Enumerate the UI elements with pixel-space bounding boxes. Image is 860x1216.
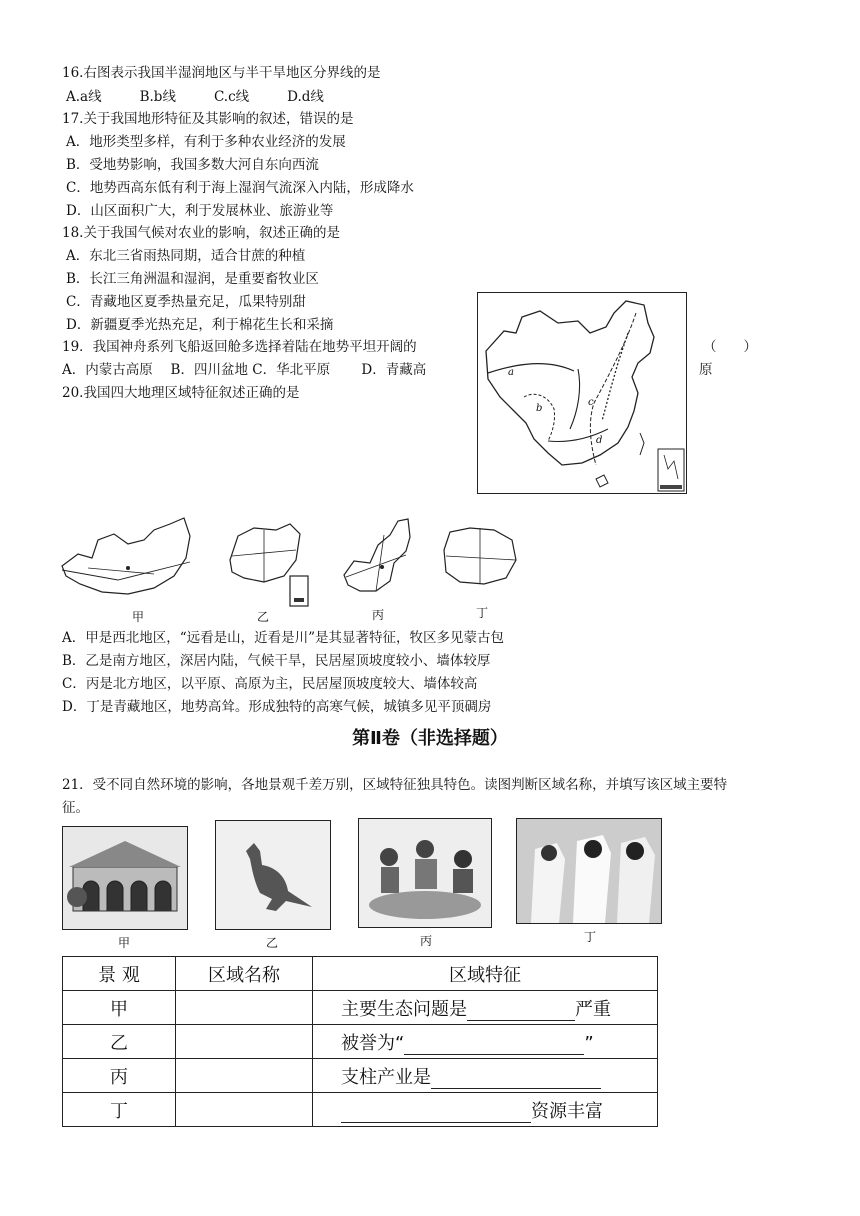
row-scene: 丙 bbox=[63, 1059, 176, 1093]
picture-label-bing: 丙 bbox=[419, 934, 432, 948]
region-feature-cell: 被誉为“ ” bbox=[313, 1025, 658, 1059]
q18-option-c: C．青藏地区夏季热量充足，瓜果特别甜 bbox=[66, 294, 306, 310]
region-label-ding: 丁 bbox=[475, 606, 488, 620]
q16-stem: 16.右图表示我国半湿润地区与半干旱地区分界线的是 bbox=[62, 65, 381, 81]
q16-option-b: B.b线 bbox=[139, 89, 176, 105]
region-map-yi bbox=[224, 520, 320, 608]
region-feature-cell: 主要生态问题是 严重 bbox=[313, 991, 658, 1025]
region-label-jia: 甲 bbox=[131, 610, 144, 624]
q21-stem-line1: 21．受不同自然环境的影响，各地景观千差万别，区域特征独具特色。读图判断区域名称，并填写该区域主要特 bbox=[62, 777, 728, 793]
q19-answer-paren: （ ） bbox=[703, 339, 757, 355]
region-name-answer-cell[interactable] bbox=[176, 1025, 313, 1059]
region-name-answer-cell[interactable] bbox=[176, 1093, 313, 1127]
feature-answer-blank[interactable] bbox=[404, 1036, 584, 1055]
landscape-picture-bing bbox=[358, 818, 492, 928]
q20-option-c: C．丙是北方地区，以平原、高原为主，民居屋顶坡度较大、墙体较高 bbox=[62, 676, 478, 692]
landscape-picture-jia bbox=[62, 826, 188, 930]
region-map-ding bbox=[436, 520, 526, 592]
table-row bbox=[63, 1093, 658, 1127]
q18-stem: 18.关于我国气候对农业的影响，叙述正确的是 bbox=[62, 225, 340, 241]
map-line-label-a: a bbox=[508, 367, 514, 378]
row-scene: 甲 bbox=[63, 991, 176, 1025]
q19-options: A．内蒙古高原 B．四川盆地 C．华北平原 D．青藏高 bbox=[62, 362, 427, 378]
landscape-picture-yi bbox=[215, 820, 331, 930]
picture-label-yi: 乙 bbox=[265, 936, 278, 950]
q17-stem: 17.关于我国地形特征及其影响的叙述，错误的是 bbox=[62, 111, 354, 127]
q20-option-d: D．丁是青藏地区，地势高耸。形成独特的高寒气候，城镇多见平顶碉房 bbox=[62, 699, 492, 715]
section-2-title: 第Ⅱ卷（非选择题） bbox=[352, 728, 508, 749]
region-feature-cell: 资源丰富 bbox=[313, 1093, 658, 1127]
region-name-answer-cell[interactable] bbox=[176, 991, 313, 1025]
q20-option-b: B．乙是南方地区，深居内陆，气候干旱，民居屋顶坡度较小、墙体较厚 bbox=[62, 653, 491, 669]
map-line-label-d: d bbox=[596, 435, 603, 446]
q18-option-d: D．新疆夏季光热充足，利于棉花生长和采摘 bbox=[66, 317, 334, 333]
map-line-label-b: b bbox=[536, 403, 543, 414]
q17-option-a: A．地形类型多样，有利于多种农业经济的发展 bbox=[66, 134, 346, 150]
landscape-picture-ding bbox=[516, 818, 662, 924]
q16-option-a: A.a线 bbox=[66, 89, 102, 105]
q16-options bbox=[66, 88, 362, 106]
map-line-label-c: c bbox=[588, 397, 594, 408]
q17-option-c: C．地势西高东低有利于海上湿润气流深入内陆，形成降水 bbox=[66, 180, 414, 196]
q20-stem: 20.我国四大地理区域特征叙述正确的是 bbox=[62, 385, 300, 401]
header-region-feature: 区域特征 bbox=[313, 957, 658, 991]
q16-option-c: C.c线 bbox=[213, 89, 250, 105]
feature-answer-blank[interactable] bbox=[467, 1002, 575, 1021]
region-label-yi: 乙 bbox=[256, 610, 269, 624]
feature-answer-blank[interactable] bbox=[341, 1104, 531, 1123]
row-scene: 乙 bbox=[63, 1025, 176, 1059]
region-label-bing: 丙 bbox=[371, 608, 384, 622]
q21-stem-line2: 征。 bbox=[62, 800, 89, 816]
q20-option-a: A．甲是西北地区，“远看是山，近看是川”是其显著特征，牧区多见蒙古包 bbox=[62, 630, 505, 646]
region-name-answer-cell[interactable] bbox=[176, 1059, 313, 1093]
picture-label-jia: 甲 bbox=[117, 936, 130, 950]
q16-option-d: D.d线 bbox=[287, 89, 324, 105]
region-feature-cell: 支柱产业是 bbox=[313, 1059, 658, 1093]
china-map-svg bbox=[478, 293, 686, 493]
q19-stem: 19．我国神舟系列飞船返回舱多选择着陆在地势平坦开阔的 bbox=[62, 339, 417, 355]
table-header-row bbox=[63, 957, 658, 991]
region-map-bing bbox=[336, 515, 428, 603]
q18-option-b: B．长江三角洲温和湿润，是重要畜牧业区 bbox=[66, 271, 319, 287]
header-scene: 景 观 bbox=[63, 957, 176, 991]
q21-answer-table bbox=[62, 956, 658, 1127]
china-boundary-map bbox=[477, 292, 687, 494]
table-row bbox=[63, 1059, 658, 1093]
row-scene: 丁 bbox=[63, 1093, 176, 1127]
picture-label-ding: 丁 bbox=[583, 930, 596, 944]
q18-option-a: A．东北三省雨热同期，适合甘蔗的种植 bbox=[66, 248, 306, 264]
header-region-name: 区域名称 bbox=[176, 957, 313, 991]
table-row bbox=[63, 1025, 658, 1059]
region-map-jia bbox=[58, 510, 198, 602]
table-row bbox=[63, 991, 658, 1025]
feature-answer-blank[interactable] bbox=[431, 1070, 601, 1089]
q19-option-d-wrap: 原 bbox=[699, 362, 713, 378]
q17-option-d: D．山区面积广大，利于发展林业、旅游业等 bbox=[66, 203, 334, 219]
q17-option-b: B．受地势影响，我国多数大河自东向西流 bbox=[66, 157, 319, 173]
